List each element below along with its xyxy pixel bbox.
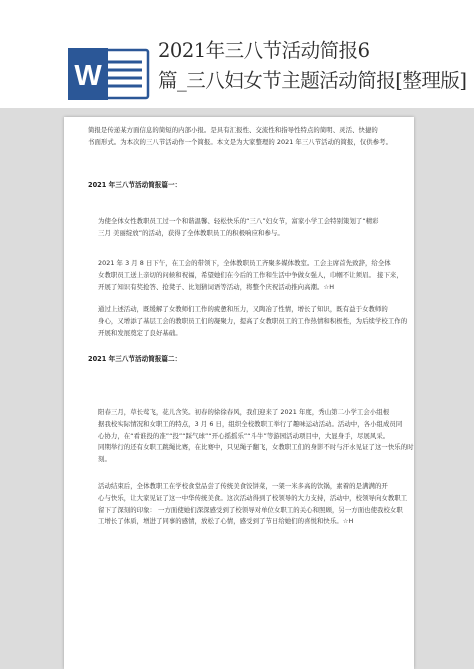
text-line: 2021 年 3 月 8 日下午，在工会的带领下，全体教职员工齐聚多媒体教室。工会主席首先致辞，给全体 [98,259,391,267]
text-line: 活动结束后，全体教职工在学校食堂品尝了传统美食饺饼菜，一架一米多高的饮锅，素着的是满满的开 [98,482,388,490]
document-page [64,117,414,669]
text-line: 据我校实际情况和女职工的特点，3 月 6 日，组织全校教职工举行了趣味运动活动。活动中，各小组成员同 [98,419,403,428]
text-line: 身心，又增添了基层工会的教职员工们的凝聚力，提高了女教职员工的工作热情和积极性，为后续学校工作的 [98,316,408,325]
svg-text:W: W [74,60,102,92]
text-line: 留下了深刻的印象： 一方面使她们深深感受到了校领导对单位女职工的关心和照顾，另一方面也使我校女职 [98,505,403,514]
title-line-2: 篇_三八妇女节主题活动简报[整理版] [158,69,467,92]
text-line: 同期举行的还有女职工跳绳比赛，在比赛中，只见绳子翻飞，女教职工们的身影不时与汗水见证了这一快乐的时 [98,443,414,452]
paragraph [98,304,407,339]
document-title [158,36,470,96]
text-line: 女教职员工送上亲切的问候和祝福，希望她们在今后的工作和生活中争做女强人，巾帼不让须眉。 接下来， [98,270,403,279]
paragraph [98,216,379,240]
section-heading-2: 2021 年三八节活动简报篇二： [88,355,182,363]
text-line: 开展了知识有奖抢答、抢凳子、比划猜词语等活动，将整个庆祝活动推向高潮。☆H [98,282,335,291]
text-line: 为使全体女性教职员工过一个和谐温馨、轻松快乐的“三八”妇女节，富家小学工会特别策划了“精彩 [98,217,379,225]
paragraph [98,258,403,293]
title-line-1: 2021年三八节活动简报6 [158,39,370,62]
header [0,0,474,108]
section-heading-1: 2021 年三八节活动简报篇一： [88,181,182,189]
word-document-icon [68,48,150,100]
text-line: 开展和发展奠定了良好基础。 [98,328,182,337]
text-line: 刻。 [98,455,111,464]
text-line: 书面形式。为本次的三八节活动作一个简报。本文是为大家整理的 2021 年三八节活动的简报，仅供参考。 [88,137,393,146]
text-line: 通过上述活动，既缓解了女教师们工作的疲惫和压力，又陶冶了性情，增长了知识，既有益于女教师的 [98,305,388,313]
paragraph [98,407,414,466]
text-line: 阳春三月，草长莺飞，花儿含笑。初春的徐徐春风，我们迎来了 2021 年度，秀山第二小学工会小组根 [98,408,390,416]
text-line: 心协力，在“看谁投的准”“投”“踩气球”“开心摇摇乐”“斗牛”等游园活动项目中，大显身手，尽展风采。 [98,431,390,440]
paragraph [98,481,407,528]
text-line: 三月 美丽绽放”的活动，获得了全体教职员工的积极响应和参与。 [98,228,284,237]
text-line: 心与快乐，让大家见证了这一中华传统美食。这次活动得到了校领导的大力支持，活动中，校领导向女教职工 [98,493,408,502]
intro-paragraph [88,125,392,149]
text-line: 工增长了体质，增进了同事的感情，放松了心情，感受到了节日给她们的喜悦和快乐。☆H [98,517,354,526]
text-line: 简报是传递某方面信息的简短的内部小报。是具有汇报性、交流性和指导性特点的简明、灵活、快捷的 [88,126,378,134]
